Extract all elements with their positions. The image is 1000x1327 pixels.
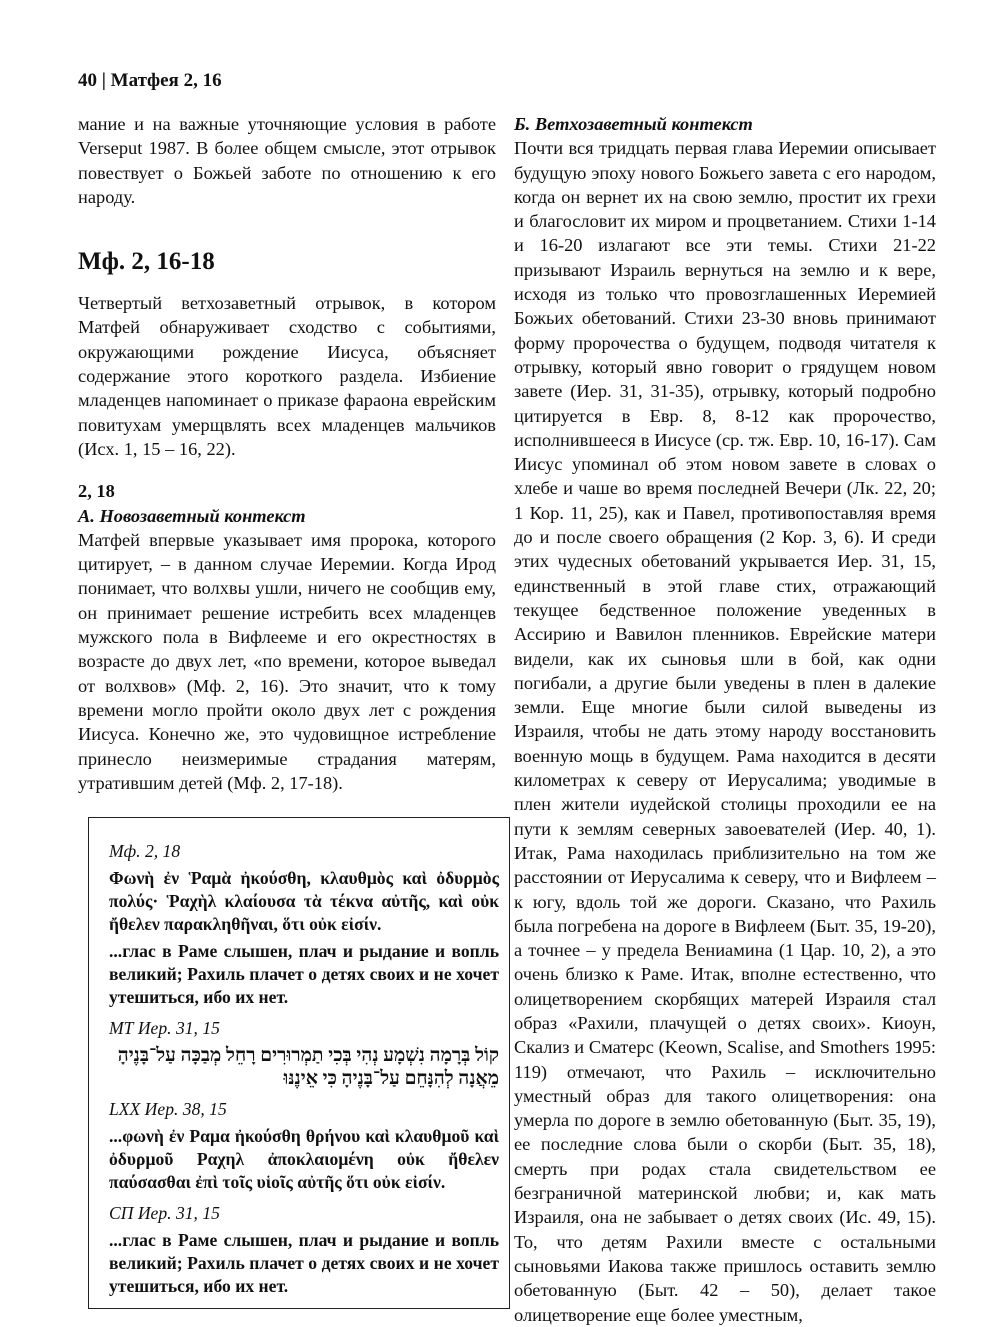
translation-text: ...глас в Раме слышен, плач и рыдание и вопль великий; Рахиль плачет о детях своих и не хочет утешиться, ибо их нет.	[109, 1230, 499, 1297]
section-heading: Мф. 2, 16-18	[78, 248, 215, 276]
paragraph: Матфей впервые указывает имя пророка, которого цитирует, – в данном случае Иеремии. Когда Ирод понимает, что волхвы ушли, ничего не сообщив ему, он принимает решение истребить всех младенцев мужского пола в Вифлееме и его окрестностях в возрасте до двух лет, «по времени, которое выведал от волхвов» (Мф. 2, 16). Это значит, что к тому времени могло пройти около двух лет с рождения Иисуса. Конечно же, это чудовищное истребление принесло неизмеримые страдания матерям, утратившим детей (Мф. 2, 17-18).	[78, 529, 496, 793]
greek-text: ...φωνὴ ἐν Ραμα ἠκούσθη θρήνου καὶ κλαυθμοῦ καὶ ὀδυρμοῦ Ραχηλ ἀποκλαιομένη οὐκ ἤθελεν παύσασθαι ἐπὶ τοῖς υἱοῖς αὐτῆς ὅτι οὐκ εἰσίν.	[109, 1126, 499, 1193]
box-label: LXX Иер. 38, 15	[109, 1099, 227, 1120]
verse-heading: 2, 18	[78, 481, 115, 502]
subheading: Б. Ветхозаветный контекст	[514, 114, 753, 134]
box-label: Мф. 2, 18	[109, 841, 181, 862]
greek-text: Φωνὴ ἐν Ῥαμὰ ἠκούσθη, κλαυθμὸς καὶ ὀδυρμὸς πολύς· Ῥαχὴλ κλαίουσα τὰ τέκνα αὐτῆς, καὶ οὐκ ἤθελεν παρακληθῆναι, ὅτι οὐκ εἰσίν.	[109, 868, 499, 935]
running-header: 40 | Матфея 2, 16	[78, 70, 222, 91]
right-column	[514, 112, 936, 1327]
box-label: МТ Иер. 31, 15	[109, 1018, 220, 1039]
paragraph: Четвертый ветхозаветный отрывок, в котором Матфей обнаруживает сходство с событиями, окружающими рождение Иисуса, объясняет содержание этого короткого раздела. Избиение младенцев напоминает о приказе фараона еврейским повитухам умерщвлять всех младенцев мальчиков (Исх. 1, 15 – 16, 22).	[78, 293, 496, 459]
translation-text: ...глас в Раме слышен, плач и рыдание и вопль великий; Рахиль плачет о детях своих и не хочет утешиться, ибо их нет.	[109, 941, 499, 1008]
box-label: СП Иер. 31, 15	[109, 1203, 220, 1224]
paragraph: мание и на важные уточняющие условия в работе Verseput 1987. В более общем смысле, этот отрывок повествует о Божьей заботе по отношению к его народу.	[78, 114, 496, 207]
hebrew-text: קוֹל בְּרָמָה נִשְׁמָע נְהִי בְּכִי תַמְרוּרִים רָחֵל מְבַכָּה עַל־בָּנֶיהָ מֵאֲנָה לְהִנָּחֵם עַל־בָּנֶיהָ כִּי אֵינֶנּוּ	[117, 1045, 499, 1090]
subheading: А. Новозаветный контекст	[78, 505, 306, 526]
paragraph: Почти вся тридцать первая глава Иеремии описывает будущую эпоху нового Божьего завета с его народом, когда он вернет их на свою землю, простит их грехи и благословит их миром и процветанием. Стихи 1-14 и 16-20 излагают все эти темы. Стихи 21-22 призывают Израиль вернуться на землю и к вере, исходя из только что провозглашенных Иеремией Божьих обетований. Стихи 23-30 вновь принимают форму пророчества о будущем, подводя читателя к отрывку, который явно говорит о грядущем новом завете (Иер. 31, 31-35), отрывку, который подробно цитируется в Евр. 8, 8-12 как пророчество, исполнившееся в Иисусе (ср. тж. Евр. 10, 16-17). Сам Иисус упоминал об этом новом завете в словах о хлебе и чаше во время последней Вечери (Лк. 22, 20; 1 Кор. 11, 25), как и Павел, противопоставляя время до и после своего обращения (2 Кор. 3, 6). И среди этих чудесных обетований укрывается Иер. 31, 15, единственный в этой главе стих, отражающий текущее бедственное положение уведенных в Ассирию и Вавилон пленников. Еврейские матери видели, как их сыновья шли в бой, как одни погибали, а другие были уведены в плен в далекие земли. Еще многие были силой выведены из Израиля, чтобы не дать этому народу восстановить военную мощь в будущем. Рама находится в десяти километрах к северу от Иерусалима; уводимые в плен жители иудейской столицы проходили ее на пути к землям северных завоевателей (Иер. 40, 1). Итак, Рама находилась приблизительно на том же расстоянии от Иерусалима к северу, что и Вифлеем – к югу, вдоль той же дороги. Сказано, что Рахиль была погребена на дороге в Вифлеем (Быт. 35, 19-20), а точнее – у предела Вениамина (1 Цар. 10, 2), а это очень близко к Раме. Итак, вполне естественно, что олицетворением скорбящих матерей Израиля стал образ «Рахили, плачущей о детях своих». Киоун, Скализ и Сматерс (Keown, Scalise, and Smothers 1995: 119) отмечают, что Рахиль – исключительно уместный образ для такого олицетворения: она умерла по дороге в землю обетованную (Быт. 35, 19), ее последние слова были о скорби (Быт. 35, 18), смерть при родах стала свидетельством ее безграничной материнской любви; и, как мать Израиля, она не забывает о детях своих (Ис. 49, 15). То, что детям Рахили вместе с остальными сыновьями Иакова также пришлось оставить землю обетованную (Быт. 42 – 50), делает такое олицетворение еще более уместным,	[514, 138, 936, 1325]
left-column	[78, 112, 499, 1309]
quotation-box	[88, 817, 510, 1309]
